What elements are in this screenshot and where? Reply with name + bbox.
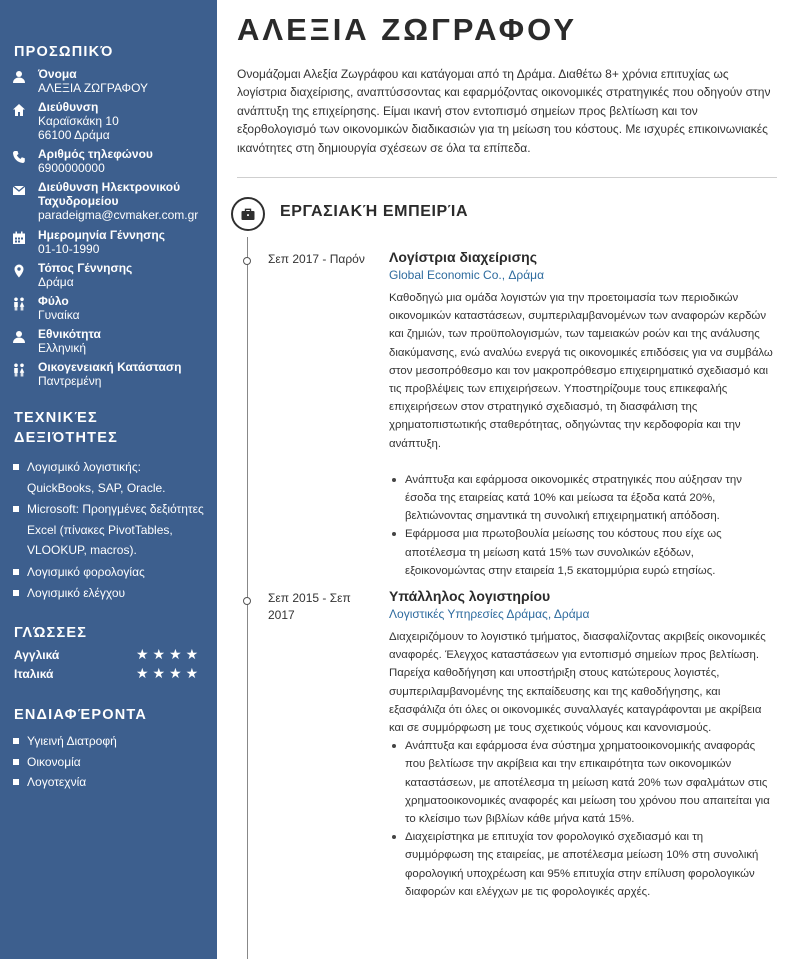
job-achievement: Διαχειρίστηκα με επιτυχία τον φορολογικό σχεδιασμό και τη συμμόρφωση της εταιρείας, με αποτέλεσμα μείωση 10% στη συνολική φορολογική υποχρέωση και 95% επιτυχία στην επίλυση φορολογικών διαφορών και ελέγχων με τις φορολογικές αρχές. bbox=[389, 828, 774, 901]
job-description: Διαχειριζόμουν το λογιστικό τμήματος, διασφαλίζοντας ακριβείς οικονομικές αναφορές. Έλεγχος καταστάσεων για εντοπισμό σημείων προς βελτίωση. Παρείχα καθοδήγηση και υποστήριξη στους κατώτερους λογιστές, συμπεριλαμβανομένης της εκπαίδευσης και της καθοδήγησης, και εξασφάλιζα ότι όλες οι οικονομικές συναλλαγές καταγράφονται με ακρίβεια και σε συμμόρφωση με τους σχετικούς νόμους και κανονισμούς. bbox=[389, 631, 766, 735]
personal-value: ΑΛΕΞΙΑ ΖΩΓΡΑΦΟΥ bbox=[38, 81, 149, 95]
calendar-icon bbox=[12, 231, 26, 245]
language-item bbox=[14, 648, 204, 666]
job-achievements bbox=[389, 471, 774, 580]
skills-title-line: ΔΕΞΙΌΤΗΤΕΣ bbox=[14, 430, 118, 446]
person-icon bbox=[12, 330, 26, 344]
person-icon bbox=[12, 70, 26, 84]
job-entry bbox=[389, 249, 774, 580]
bullet-square-icon bbox=[13, 590, 19, 596]
profile-summary: Ονομάζομαι Αλεξία Ζωγράφου και κατάγομαι από τη Δράμα. Διαθέτω 8+ χρόνια επιτυχίας ως λογίστρια διαχείρισης, αναπτύσσοντας και εφαρμόζοντας οικονομικές στρατηγικές που οδηγούν στην ανάπτυξη της επιχείρησης. Είμαι ικανή στον εντοπισμό σημείων προς βελτίωση και τον εξορθολογισμό των οικονομικών διαδικασιών για τη μείωση του κόστους. Με ισχυρές επικοινωνιακές ικανότητες στη δημιουργία σχέσεων σε όλα τα επίπεδα. bbox=[237, 67, 771, 155]
personal-label: Τόπος Γέννησης bbox=[38, 261, 133, 275]
interest-item bbox=[13, 731, 213, 752]
interest-item bbox=[13, 752, 213, 773]
personal-section-title: ΠΡΟΣΩΠΙΚΌ bbox=[14, 44, 114, 60]
bullet-square-icon bbox=[13, 738, 19, 744]
personal-label: Διεύθυνση Ηλεκτρονικού bbox=[38, 180, 181, 194]
personal-item-birthplace bbox=[12, 261, 212, 295]
timeline-dot bbox=[243, 257, 251, 265]
skill-text: Microsoft: Προηγμένες δεξιότητες bbox=[27, 502, 204, 516]
home-icon bbox=[12, 103, 26, 117]
divider bbox=[237, 177, 777, 178]
personal-label: Εθνικότητα bbox=[38, 327, 101, 341]
personal-item-nationality bbox=[12, 327, 212, 361]
sidebar bbox=[0, 0, 217, 959]
personal-value: paradeigma@cvmaker.com.gr bbox=[38, 208, 199, 222]
job-achievement: Ανάπτυξα και εφάρμοσα ένα σύστημα χρηματοοικονομικής αναφοράς που βελτίωσε την ακρίβεια και την επικαιρότητα των οικονομικών καταστάσεων, με αποτέλεσμα τη μείωση κατά 20% των σφαλμάτων στις χρηματοοικονομικές αναφορές και μείωση του χρόνου που απαιτείται για το κλείσιμο των βιβλίων κάθε μήνα κατά 15%. bbox=[389, 737, 774, 828]
job-dates: Σεπ 2017 - Παρόν bbox=[268, 252, 365, 266]
personal-label: Φύλο bbox=[38, 294, 69, 308]
skill-item bbox=[13, 457, 213, 498]
language-name: Ιταλικά bbox=[14, 667, 54, 681]
experience-section-title: ΕΡΓΑΣΙΑΚΉ ΕΜΠΕΙΡΊΑ bbox=[280, 203, 469, 220]
skill-item bbox=[13, 562, 213, 583]
personal-value: Γυναίκα bbox=[38, 308, 80, 322]
skill-text: Excel (πίνακες PivotTables, bbox=[27, 522, 173, 537]
job-description: Καθοδηγώ μια ομάδα λογιστών για την προετοιμασία των περιοδικών οικονομικών καταστάσεων, συμπεριλαμβανομένων των αναφορών κερδών και ζημιών, των προϋπολογισμών, των ταμειακών ροών και της ανάλυσης διακύμανσης, ενώ αναλύω ενεργά τις οικονομικές επιδόσεις για να συμβάλω στον μεσοπρόθεσμο και τον μακροπρόθεσμο επιχειρηματικό σχεδιασμό και τις προβλέψεις των επιχειρήσεων. Υποστηρίζουμε τους επικεφαλής επιχειρήσεων στον στρατηγικό σχεδιασμό, τη διασφάλιση της χρηματοπιστωτικής σταθερότητας, οδηγώντας την κερδοφορία και την ανάπτυξη. bbox=[389, 292, 773, 450]
personal-label: Ταχυδρομείου bbox=[38, 194, 119, 208]
personal-item-marital-status bbox=[12, 360, 212, 394]
star-rating: ★★★★ bbox=[136, 646, 203, 662]
envelope-icon bbox=[12, 183, 26, 197]
language-item bbox=[14, 667, 204, 685]
bullet-square-icon bbox=[13, 506, 19, 512]
briefcase-icon bbox=[231, 197, 265, 231]
job-achievement: Ανάπτυξα και εφάρμοσα οικονομικές στρατηγικές που αύξησαν την έσοδα της εταιρείας κατά 10% και μείωσα τα έξοδα κατά 20%, βελτιώνοντας σημαντικά τη συνολική επιχειρηματική απόδοση. bbox=[389, 471, 774, 526]
personal-value: Δράμα bbox=[38, 275, 74, 289]
job-entry bbox=[389, 588, 774, 901]
personal-label: Οικογενειακή Κατάσταση bbox=[38, 360, 182, 374]
personal-value: 01-10-1990 bbox=[38, 242, 100, 256]
language-name: Αγγλικά bbox=[14, 648, 60, 662]
skill-item bbox=[13, 583, 213, 604]
job-achievements bbox=[389, 737, 774, 901]
bullet-square-icon bbox=[13, 569, 19, 575]
personal-label: Όνομα bbox=[38, 67, 77, 81]
languages-section-title: ΓΛΏΣΣΕΣ bbox=[14, 625, 88, 641]
job-achievement: Εφάρμοσα μια πρωτοβουλία μείωσης του κόστους που είχε ως αποτέλεσμα τη μείωση κατά 15% των συνολικών εξόδων, εξοικονομώντας στην εταιρεία 1,5 εκατομμύρια ευρώ ετησίως. bbox=[389, 525, 774, 580]
skill-text: VLOOKUP, macros). bbox=[27, 543, 137, 557]
candidate-name: ΑΛΕΞΙΑ ΖΩΓΡΑΦΟΥ bbox=[237, 12, 578, 47]
interest-item bbox=[13, 772, 213, 793]
job-title: Υπάλληλος λογιστηρίου bbox=[389, 588, 551, 604]
phone-icon bbox=[12, 150, 26, 164]
skills-section-title bbox=[14, 408, 118, 448]
skill-item bbox=[13, 499, 213, 561]
skill-text: Λογισμικό φορολογίας bbox=[27, 565, 145, 579]
timeline-dot bbox=[243, 597, 251, 605]
job-company: Global Economic Co., Δράμα bbox=[389, 268, 545, 282]
personal-value: 66100 Δράμα bbox=[38, 128, 110, 142]
couple-icon bbox=[12, 363, 26, 377]
interest-text: Υγιεινή Διατροφή bbox=[27, 734, 117, 748]
personal-label: Αριθμός τηλεφώνου bbox=[38, 147, 153, 161]
job-company: Λογιστικές Υπηρεσίες Δράμας, Δράμα bbox=[389, 607, 590, 621]
personal-item-name bbox=[12, 67, 212, 101]
personal-label: Ημερομηνία Γέννησης bbox=[38, 228, 165, 242]
bullet-square-icon bbox=[13, 464, 19, 470]
skill-text: Λογισμικό ελέγχου bbox=[27, 586, 126, 600]
personal-value: Παντρεμένη bbox=[38, 374, 102, 388]
personal-item-email bbox=[12, 180, 212, 226]
skills-title-line: ΤΕΧΝΙΚΈΣ bbox=[14, 410, 98, 426]
interests-section-title: ΕΝΔΙΑΦΈΡΟΝΤΑ bbox=[14, 707, 148, 723]
personal-item-phone bbox=[12, 147, 212, 181]
personal-value: 6900000000 bbox=[38, 161, 105, 175]
personal-item-birthdate bbox=[12, 228, 212, 262]
map-pin-icon bbox=[12, 264, 26, 278]
gender-icon bbox=[12, 297, 26, 311]
personal-item-gender bbox=[12, 294, 212, 328]
skill-text: QuickBooks, SAP, Oracle. bbox=[27, 480, 166, 495]
personal-value: Καραϊσκάκη 10 bbox=[38, 114, 119, 128]
bullet-square-icon bbox=[13, 759, 19, 765]
interest-text: Οικονομία bbox=[27, 755, 81, 769]
star-rating: ★★★★ bbox=[136, 665, 203, 681]
bullet-square-icon bbox=[13, 779, 19, 785]
personal-value: Ελληνική bbox=[38, 341, 87, 355]
skill-text: Λογισμικό λογιστικής: bbox=[27, 460, 141, 474]
personal-label: Διεύθυνση bbox=[38, 100, 99, 114]
interest-text: Λογοτεχνία bbox=[27, 775, 87, 789]
job-dates: Σεπ 2015 - Σεπ 2017 bbox=[268, 591, 351, 622]
job-title: Λογίστρια διαχείρισης bbox=[389, 249, 537, 265]
personal-item-address bbox=[12, 100, 212, 146]
